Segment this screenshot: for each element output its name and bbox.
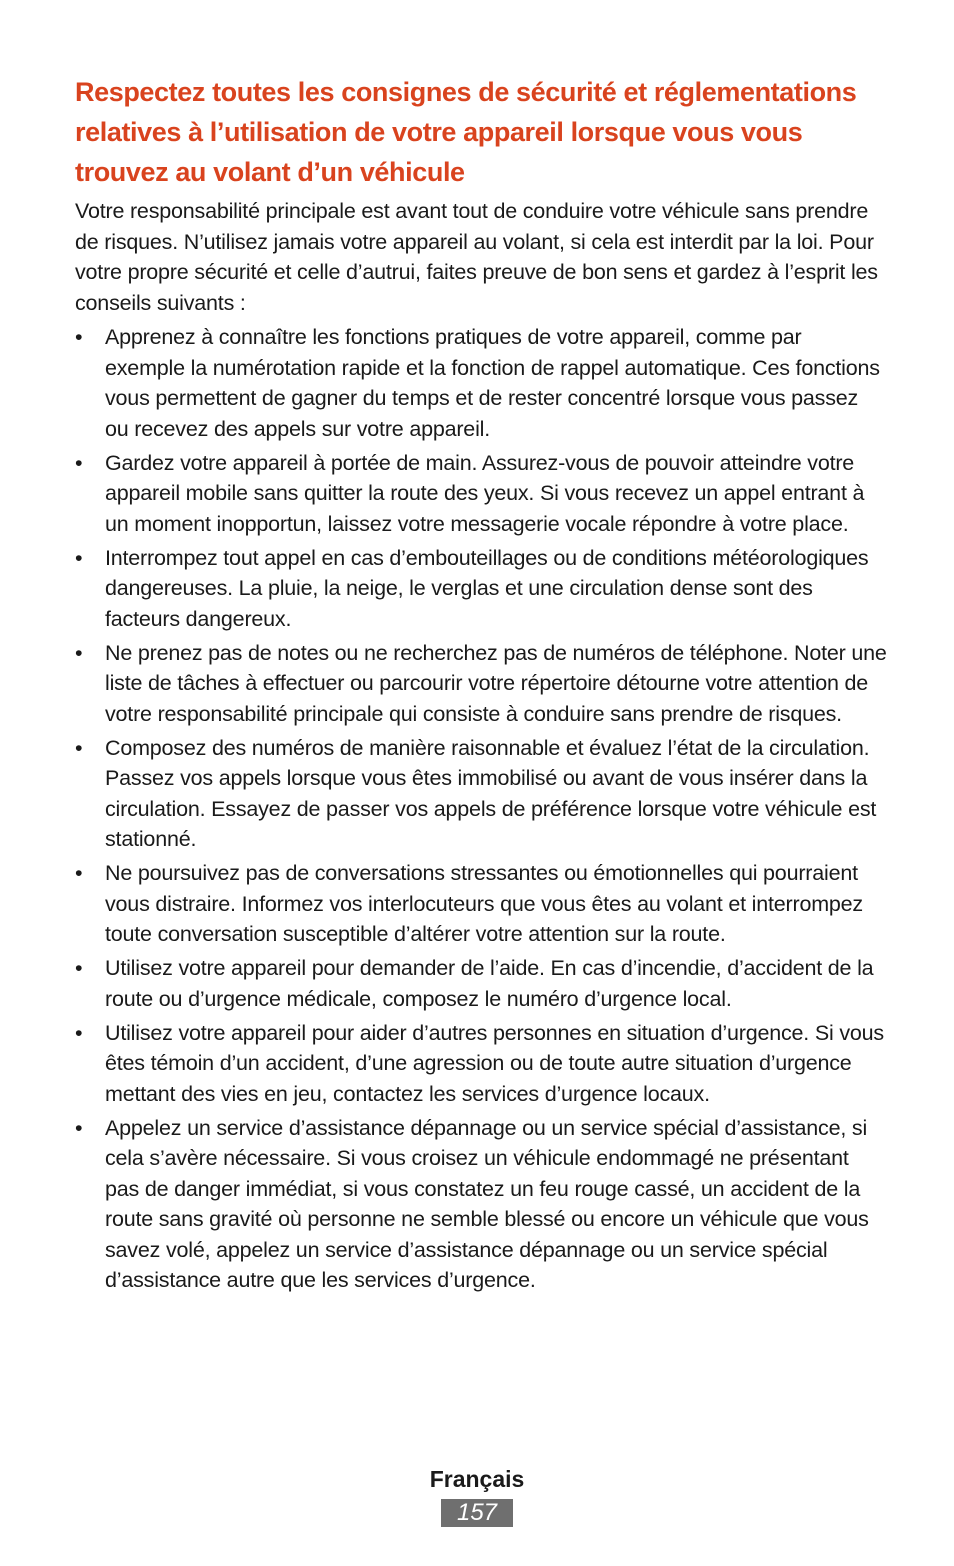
bullet-marker: • [75,450,83,475]
bullet-marker: • [75,735,83,760]
list-item-text: Composez des numéros de manière raisonnable et évaluez l’état de la circulation. Passez vos appels lorsque vous êtes immobilisé ou avant de vous insérer dans la circulation. Essayez de passer vos appels de préférence lorsque votre véhicule est stationné. [105,735,877,851]
list-item-text: Interrompez tout appel en cas d’embouteillages ou de conditions météorologiques dangereuses. La pluie, la neige, le verglas et une circulation dense sont des facteurs dangereux. [105,545,869,631]
footer-language: Français [429,1466,525,1492]
page-footer [0,1462,954,1527]
list-item-text: Appelez un service d’assistance dépannage ou un service spécial d’assistance, si cela s’avère nécessaire. Si vous croisez un véhicule endommagé ne présentant pas de danger immédiat, si vous constatez un feu rouge cassé, un accident de la route sans gravité où personne ne semble blessé ou encore un véhicule que vous savez volé, appelez un service d’assistance dépannage ou un service spécial d’assistance autre que les services d’urgence. [105,1115,869,1292]
bullet-marker: • [75,1115,83,1140]
list-item [75,953,887,1014]
list-item-text: Ne poursuivez pas de conversations stressantes ou émotionnelles qui pourraient vous distraire. Informez vos interlocuteurs que vous êtes au volant et interrompez toute conversation susceptible d’altérer votre attention sur la route. [105,861,863,946]
list-item [75,1113,887,1296]
intro-paragraph: Votre responsabilité principale est avant tout de conduire votre véhicule sans prendre de risques. N’utilisez jamais votre appareil au volant, si cela est interdit par la loi. Pour votre propre sécurité et celle d’autrui, faites preuve de bon sens et gardez à l’esprit les conseils suivants : [75,199,878,315]
page-content [75,72,887,1299]
list-item-text: Utilisez votre appareil pour aider d’autres personnes en situation d’urgence. Si vous êtes témoin d’un accident, d’une agression ou de toute autre situation d’urgence mettant des vies en jeu, contactez les services d’urgence locaux. [105,1020,884,1106]
list-item [75,448,887,540]
bullet-marker: • [75,956,83,980]
section-heading: Respectez toutes les consignes de sécurité et réglementations relatives à l’utilisation de votre appareil lorsque vous vous trouvez au volant d’un véhicule [75,77,857,187]
bullet-list [75,322,887,1296]
bullet-marker: • [75,325,83,349]
list-item [75,1018,887,1110]
list-item [75,322,887,444]
bullet-marker: • [75,861,83,885]
bullet-marker: • [75,640,83,665]
list-item [75,543,887,635]
bullet-marker: • [75,545,83,570]
list-item-text: Utilisez votre appareil pour demander de l’aide. En cas d’incendie, d’accident de la route ou d’urgence médicale, composez le numéro d’urgence local. [105,956,874,1011]
bullet-marker: • [75,1020,83,1045]
list-item-text: Gardez votre appareil à portée de main. Assurez-vous de pouvoir atteindre votre appareil mobile sans quitter la route des yeux. Si vous recevez un appel entrant à un moment inopportun, laissez votre messagerie vocale répondre à votre place. [105,450,865,536]
list-item-text: Ne prenez pas de notes ou ne recherchez pas de numéros de téléphone. Noter une liste de tâches à effectuer ou parcourir votre répertoire détourne votre attention de votre responsabilité principale qui consiste à conduire sans prendre de risques. [105,640,887,726]
list-item [75,638,887,730]
list-item-text: Apprenez à connaître les fonctions pratiques de votre appareil, comme par exemple la numérotation rapide et la fonction de rappel automatique. Ces fonctions vous permettent de gagner du temps et de rester concentré lorsque vous passez ou recevez des appels sur votre appareil. [105,325,880,441]
page-number: 157 [441,1499,513,1527]
list-item [75,858,887,950]
list-item [75,733,887,855]
